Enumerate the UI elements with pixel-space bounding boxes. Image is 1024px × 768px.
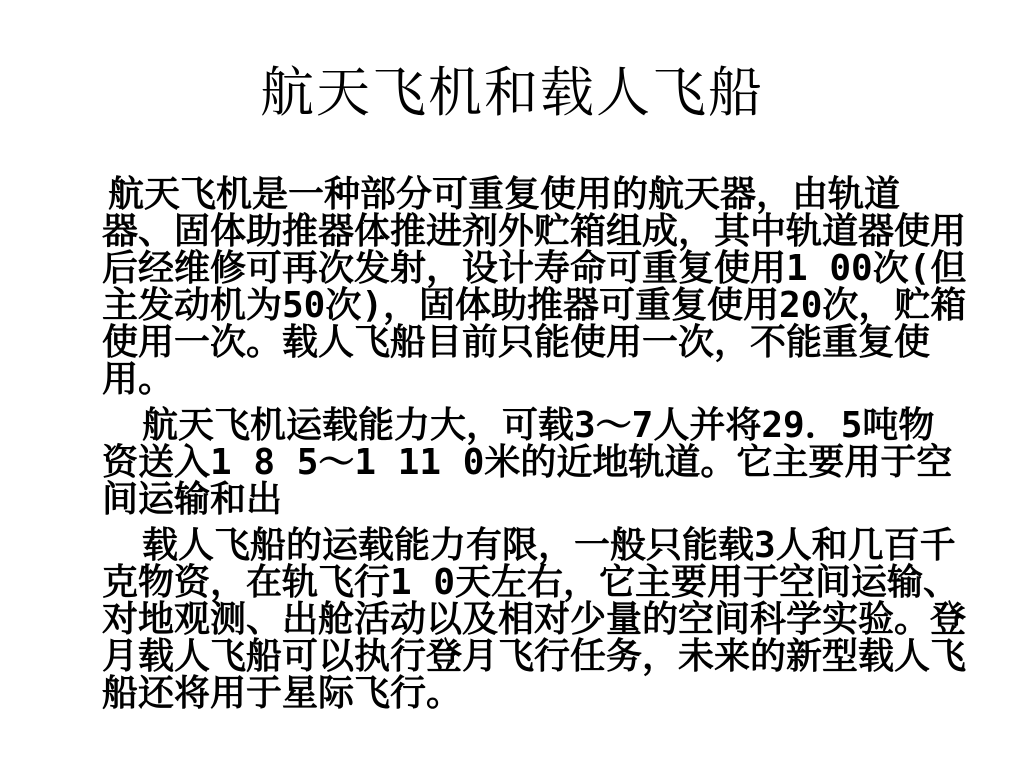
paragraph-spaceship-capacity: 载人飞船的运载能力有限，一般只能载3人和几百千克物资，在轨飞行1 0天左右，它主要用于空间运输、对地观测、出舱活动以及相对少量的空间科学实验。登月载人飞船可以执行登月飞行任务，未来的新型载人飞船还将用于星际飞行。 (102, 525, 967, 714)
paragraph-shuttle-capacity: 航天飞机运载能力大，可载3～7人并将29．5吨物资送入1 8 5～1 11 0米的近地轨道。它主要用于空间运输和出 (102, 405, 953, 520)
slide-body (102, 176, 968, 721)
slide-title: 航天飞机和载人飞船 (260, 61, 764, 124)
paragraph-shuttle-reusability: 航天飞机是一种部分可重复使用的航天器，由轨道器、固体助推器体推进剂外贮箱组成，其中轨道器使用后经维修可再次发射，设计寿命可重复使用1 00次(但主发动机为50次)，固体助推器可重复使用20次，贮箱使用一次。载人飞船目前只能使用一次，不能重复使用。 (102, 174, 967, 400)
